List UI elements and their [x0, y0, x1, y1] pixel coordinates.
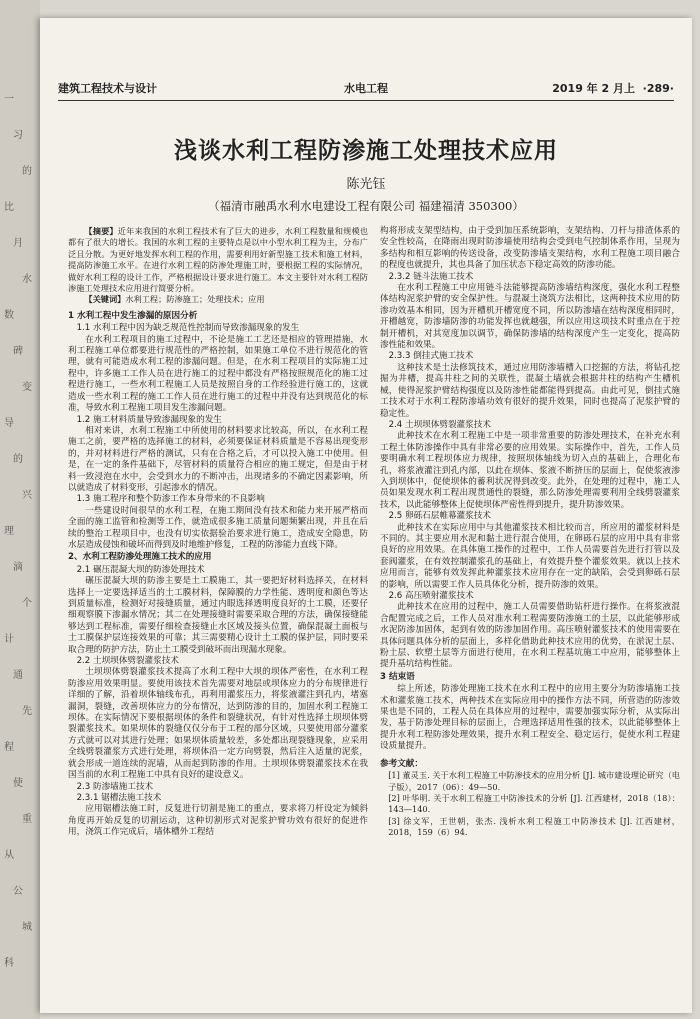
section-heading: 1 水利工程中发生渗漏的原因分析 — [68, 310, 198, 321]
left-column — [68, 226, 368, 839]
paragraph: 在水利工程项目的施工过程中，不论是施工工艺还是相应的管理措施，水利工程施工单位都要进行规范性的严格控制，如果施工单位不进行规范化的管理，就有可能造成水利工程的渗漏问题。但是，在水利工程项目的实际施工过程中，许多施工工作人员在进行施工的过程中都没有严格按照规范化的施工过程进行施工，一些水利工程施工人员是按照自身的工作经验进行施工的，这就造成一些水利工程的施工工作人员在进行施工的过程中并没有达到规范化的标准，导致水利工程施工项目发生渗漏问题。 — [68, 334, 368, 414]
strip-glyph: 滴 — [13, 562, 23, 573]
paragraph-continued: 构将形成支架型结构，由于受到加压系统影响，支架结构、刀杆与排渣体系的安全性较高，在降雨出现时防渗墙使用结构会受到电气控制体系作用，呈现为多结构和相互影响的传送设备，改变防渗墙支架结构，水利工程施工项目融合的程度也就提升，其也具备了加压状态下稳定高效的防渗功能。 — [380, 226, 680, 271]
strip-glyph: 比 — [4, 202, 14, 213]
subsection-heading: 2.3.1 锯槽法施工技术 — [76, 792, 162, 803]
strip-glyph: 理 — [4, 526, 14, 537]
subsection-heading: 2.6 高压喷射灌浆技术 — [388, 591, 474, 601]
strip-glyph: 月 — [13, 238, 23, 249]
subsection-heading: 2.3.3 倒挂式施工技术 — [388, 351, 474, 362]
paragraph: 土坝坝体劈裂灌浆技术提高了水利工程中大坝的坝体严密性，在水利工程防渗应用效果明显。要使用该技术首先需要对地层或坝体应力的分布规律进行详细的了解，沿着坝体轴线布孔，再利用灌浆压力，将浆液灌注到孔内，堵塞漏洞，裂缝，改善坝体应力的分布情况，达到防渗的目的，加固水利工程施工坝体。在实际情况下要根据坝体的条件和裂缝状况，有针对性选择土坝坝体劈裂灌浆技术。如果坝体的裂缝仅仅分布于工程的部分区域，只要使用部分灌浆方式就可以对其进行处理；如果坝体质量较差，多处都出现裂缝现象，应采用全线劈裂灌浆方式进行处理，将坝体沿一定方向劈裂，然后注入适量的泥浆，就会形成一道连续的泥墙，从而起到防渗的作用。土坝坝体劈裂灌浆技术在我国当前的水利工程施工中具有良好的建设意义。 — [68, 667, 368, 781]
section-heading: 2、水利工程防渗处理施工技术的应用 — [68, 552, 212, 563]
author-affiliation: （福清市融禹水利水电建设工程有限公司 福建福清 350300） — [208, 199, 524, 213]
article-title: 浅谈水利工程防渗施工处理技术应用 — [174, 138, 558, 164]
strip-glyph: 个 — [22, 598, 32, 609]
issue-date: 2019 年 2 月上 — [552, 82, 635, 95]
strip-glyph: 计 — [4, 634, 14, 645]
strip-glyph: 重 — [22, 814, 32, 825]
keywords-text: 水利工程；防渗施工；处理技术；应用 — [125, 294, 265, 305]
strip-glyph: 使 — [13, 778, 23, 789]
paragraph: 相对来讲，水利工程施工中所使用的材料要求比较高，所以，在水利工程施工之前，要严格的选择施工的材料，必须要保证材料质量是不容易出现变形的，并对材料进行严格的测试，只有在合格之后，才可以投入施工中使用。但是，在一定的条件基础下，尽管材料的质量符合相应的施工规定，但是由于材料一致浸泡在水中，会受到水力的不断冲击，出现诸多的不确定因素影响，所以就造成了材料变形，引起渗水的情况。 — [68, 425, 368, 493]
strip-glyph: 科 — [4, 958, 14, 969]
paragraph: 这种技术是土法修筑技术，通过应用防渗墙槽入口挖掘的方法，将钻孔挖掘为井槽，提高井柱之间的关联性，混凝土墙就会根据井柱的结构产生槽机械，使得泥浆护臂结构强度以及防渗性能都能得到提高。由此可见，倒挂式施工技术对于水利工程防渗墙功效有很好的提升效果，同时也提高了泥浆护臂的稳定性。 — [380, 362, 680, 419]
subsection-heading: 2.5 卵砾石层帷幕灌浆技术 — [388, 511, 491, 522]
strip-glyph: 从 — [4, 850, 14, 861]
paragraph: 此种技术在应用的过程中，施工人员需要借助钻杆进行操作。在将浆液混合配置完成之后，工作人员对准水利工程需要防渗施工的土层，以此能够形成水泥防渗加固体，起到有效的防渗加固作用。高压喷射灌浆技术的使用需要在具体问题具体分析的层面上，多样化借助此种技术应用的优势，在淤泥土层、粉土层、软塑土层等方面进行使用，在水利工程基坑施工中应用，能够整体上提升基坑结构性能。 — [380, 602, 680, 670]
section-name: 水电工程 — [344, 82, 388, 95]
paragraph: 综上所述，防渗处理施工技术在水利工程中的应用主要分为防渗墙施工技术和灌浆施工技术，两种技术在实际应用中的操作方法不同，所营造的防渗效果也是不同的，工程人员在具体应用的过程中，需要加强实际分析，从实际出发，基于防渗处理目标的层面上，合理选择适用性强的技术，以此能够整体上提升水利工程防渗处理效果，提升水利工程安全、稳定运行，促使水利工程建设质量提升。 — [380, 684, 680, 752]
journal-name: 建筑工程技术与设计 — [58, 82, 157, 95]
keywords-label: 【关键词】 — [84, 294, 126, 305]
strip-glyph: 的 — [22, 166, 32, 177]
subsection-heading: 2.3.2 链斗法施工技术 — [388, 271, 474, 282]
strip-glyph: 公 — [13, 886, 23, 897]
abstract-label: 【摘要】 — [84, 226, 118, 236]
paragraph: 此种技术在实际应用中与其他灌浆技术相比较而言，所应用的灌浆材料是不同的。其主要应用水泥和黏土进行混合使用，在卵砾石层的应用中具有非常良好的应用效果。在具体施工操作的过程中，工作人员需要首先进行打管以及套阀灌浆，在有效控制灌浆孔的基础上，有效提升整个灌浆效果。就以上技术应用而言，能够有效发挥此种灌浆技术应用存在一定的缺陷，会受到卵砾石层的影响，所以需要工作人员具体化分析，提升防渗的效果。 — [380, 522, 680, 590]
reference-item: [1] 董灵玉. 关于水利工程施工中防渗技术的应用分析 [J]. 城市建设理论研究（电子版），2017（06）：49—50. — [388, 770, 680, 792]
running-header — [58, 80, 674, 98]
subsection-heading: 2.4 土坝坝体劈裂灌浆技术 — [388, 419, 491, 430]
subsection-heading: 1.1 水利工程中因为缺乏规范性控制而导致渗漏现象的发生 — [76, 323, 300, 334]
paragraph: 一些建设时间很早的水利工程，在施工期间没有技术和能力来开展严格而全面的施工监管和检测等工作，就造成很多施工质量问题频繁出现，并且在后续的整治工程项目中，也没有切实依据验治要求进行施工，造成安全隐患，防水层造成侵蚀和破坏而得到及时地维护修复，工程的防渗能力直线下降。 — [68, 505, 368, 550]
subsection-heading: 1.3 施工程序和整个防渗工作本身带来的不良影响 — [76, 494, 265, 505]
paragraph: 在水利工程施工中应用链斗法能够提高防渗墙结构深度，强化水利工程整体结构泥浆护臂的安全保护性。与混凝土浇筑方法相比，这两种技术应用的防渗功效基本相同，因为开槽机开槽宽度不同，所以防渗墙在结构深度相同时，开槽越宽，防渗墙防渗的功能发挥也就越强，所以应用这项技术时重点在于控制开槽机，对其宽度加以调节，确保防渗墙的结构深度产生一定变化，提高防渗性能和效果。 — [380, 283, 680, 351]
strip-glyph: 水 — [22, 274, 32, 285]
strip-glyph: 变 — [22, 382, 32, 393]
strip-glyph: 习 — [13, 130, 23, 141]
subsection-heading: 1.2 施工材料质量导致渗漏现象的发生 — [76, 414, 222, 425]
right-column — [380, 226, 680, 839]
subsection-heading: 2.1 碾压混凝大坝的防渗处理技术 — [76, 564, 205, 575]
strip-glyph: 兴 — [22, 490, 32, 501]
paragraph: 此种技术在水利工程施工中是一项非常重要的防渗处理技术，在补充水利工程土体防渗操作中具有非常必要的应用效果。实际操作中，首先，工作人员要明确水利工程坝体应力规律，按照坝体轴线为切入点的基础上，合理化布孔，将浆液灌注到孔内部，以此在坝体、浆液不断挤压的层面上，促使浆液渗入到坝体中，促使坝体的蓄利状况得到改变。此外，在处理的过程中，施工人员如果发现水利工程出现贯通性的裂缝，那么防渗处理需要利用全线劈裂灌浆技术，以此能够整体上促使坝体严密性得到提升，提升防渗效果。 — [380, 431, 680, 510]
strip-glyph: 程 — [4, 742, 14, 753]
previous-page-strip — [0, 0, 40, 1019]
strip-glyph: 通 — [13, 670, 23, 681]
section-heading: 3 结束语 — [380, 671, 415, 682]
reference-item: [2] 叶华明. 关于水利工程施工中防渗技术的分析 [J]. 江西建材，2018（18）：143—140. — [388, 792, 680, 815]
strip-glyph: 的 — [13, 454, 23, 465]
header-rule — [58, 100, 674, 101]
abstract-text: 近年来我国的水利工程技术有了巨大的进步，水利工程数量和规模也都有了很大的增长。我国的水利工程的主要特点是以中小型水利工程为主，分布广泛且分散。为更好地发挥水利工程的作用，需要利用好新型施工技术和施工材料，提高防渗施工水平。在进行水利工程的防渗处理施工时，要根据工程的实际情况，做好水利工程的设计工作，严格根据设计要求进行施工。本文主要针对水利工程防渗施工处理技术应用进行简要分析。 — [68, 226, 368, 294]
strip-glyph: 一 — [4, 94, 14, 105]
subsection-heading: 2.3 防渗墙施工技术 — [76, 781, 154, 792]
reference-item: [3] 徐文军，王世朝，张杰. 浅析水利工程施工中防渗技术 [J]. 江西建材，2018，159（6）94. — [388, 815, 680, 838]
strip-glyph: 导 — [4, 418, 14, 429]
references-title: 参考文献： — [380, 758, 423, 769]
strip-glyph: 碑 — [13, 346, 23, 357]
paragraph: 应用锯槽法施工时，反复进行切割是施工的重点，要求将刀杆设定为倾斜角度再开始反复的切割运动，这种切割形式对泥浆护臂功效有很好的促进作用，浇筑工作完成后，墙体槽外工程结 — [68, 804, 368, 838]
keywords — [68, 294, 368, 305]
paper-page — [40, 18, 692, 1013]
page-number: ·289· — [642, 82, 674, 95]
strip-glyph: 数 — [4, 310, 14, 321]
issue-info — [552, 80, 674, 96]
abstract — [68, 226, 368, 294]
strip-glyph: 先 — [22, 706, 32, 717]
subsection-heading: 2.2 土坝坝体劈裂灌浆技术 — [76, 656, 179, 667]
article-author: 陈光钰 — [346, 177, 386, 192]
strip-glyph: 城 — [22, 922, 32, 933]
paragraph: 碾压混凝大坝的防渗主要是土工膜施工，其一要把好材料选择关，在材料选择上一定要选择适当的土工膜材料，保障膜的力学性能、透明度和颜色等达到质量标准，检测好对接缝质量，通过内眼选择透明度良好的土工膜，还要仔细观察膜下渗漏水情况；其二在处理接缝时需要采取合理的方法，确保接缝能够达到工程标准，需要仔细检查接缝止水区域及接头位置，确保混凝土面板与土工膜保护层连接效果的可靠；其三需要精心设计土工膜的保护层，同时要采取合理的防护方法，防止土工膜受到破坏而出现漏水现象。 — [68, 576, 368, 655]
